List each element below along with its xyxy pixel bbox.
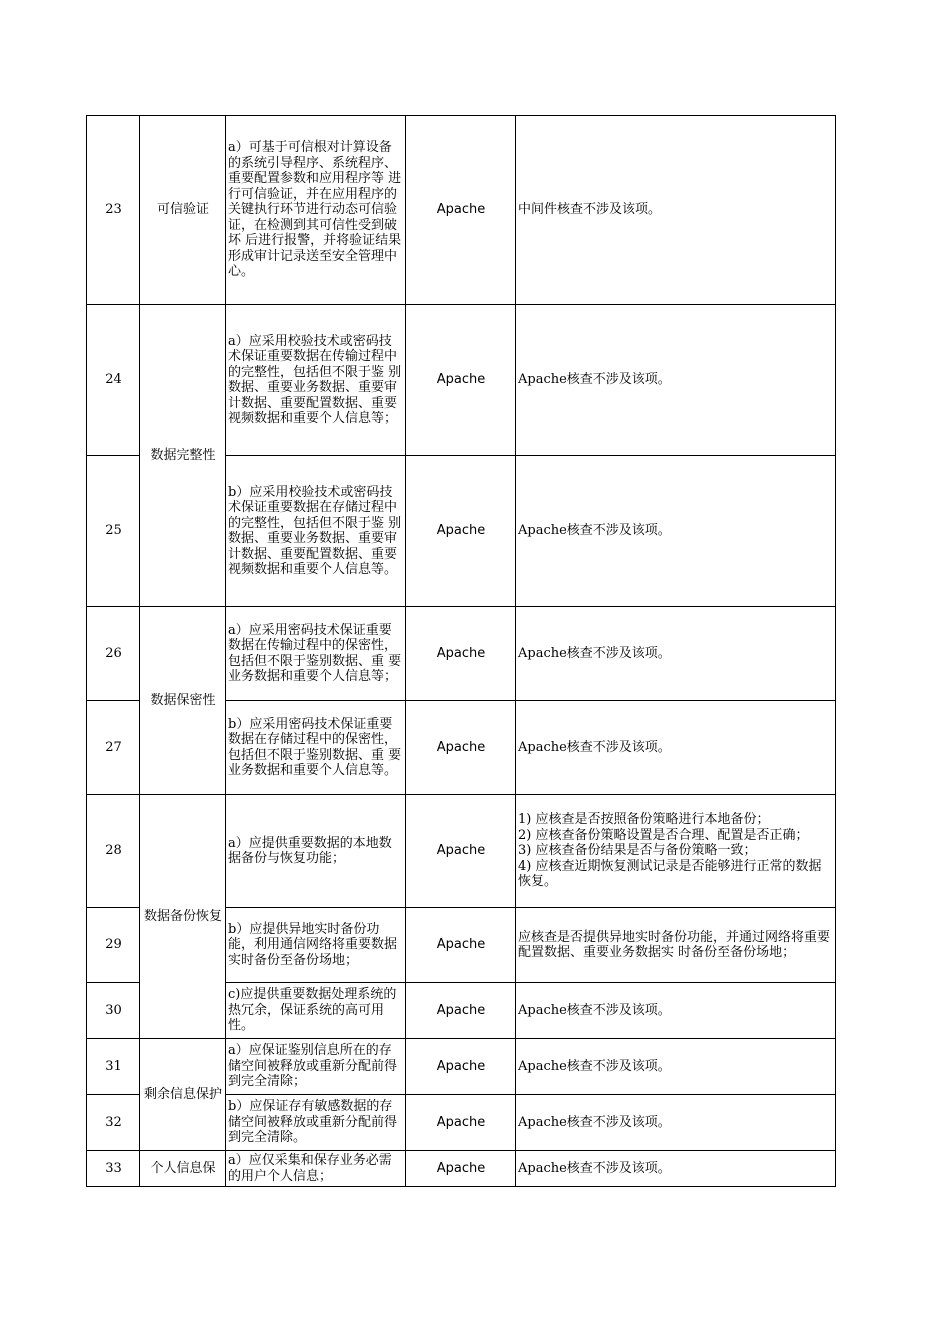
category-cell: 数据完整性 — [140, 305, 226, 607]
result-line: 2) 应核查备份策略设置是否合理、配置是否正确； — [518, 827, 809, 843]
row-number: 30 — [87, 983, 140, 1039]
result-cell: Apache核查不涉及该项。 — [516, 983, 836, 1039]
result-line: 1) 应核查是否按照备份策略进行本地备份； — [518, 812, 770, 828]
object-cell: Apache — [406, 1151, 516, 1187]
requirement-cell: a）应采用密码技术保证重要数据在传输过程中的保密性，包括但不限于鉴别数据、重 要业务数据和重要个人信息等； — [226, 607, 406, 701]
row-number: 26 — [87, 607, 140, 701]
result-line: 3) 应核查备份结果是否与备份策略一致； — [518, 843, 757, 859]
requirement-cell: b）应保证存有敏感数据的存储空间被释放或重新分配前得到完全清除。 — [226, 1095, 406, 1151]
evaluation-table — [86, 115, 836, 1187]
row-number: 27 — [87, 701, 140, 795]
row-number: 24 — [87, 305, 140, 456]
row-number: 33 — [87, 1151, 140, 1187]
object-cell: Apache — [406, 701, 516, 795]
category-cell: 数据保密性 — [140, 607, 226, 795]
result-cell: Apache核查不涉及该项。 — [516, 607, 836, 701]
row-number: 32 — [87, 1095, 140, 1151]
result-cell: Apache核查不涉及该项。 — [516, 456, 836, 607]
object-cell: Apache — [406, 456, 516, 607]
row-number: 25 — [87, 456, 140, 607]
requirement-cell: a）应保证鉴别信息所在的存储空间被释放或重新分配前得到完全清除； — [226, 1039, 406, 1095]
row-number: 29 — [87, 908, 140, 983]
result-line: 4) 应核查近期恢复测试记录是否能够进行正常的数据恢复。 — [518, 858, 822, 890]
result-cell: Apache核查不涉及该项。 — [516, 1095, 836, 1151]
object-cell: Apache — [406, 908, 516, 983]
result-cell — [516, 795, 836, 908]
object-cell: Apache — [406, 1095, 516, 1151]
table-row — [87, 116, 836, 305]
requirement-cell: c)应提供重要数据处理系统的热冗余，保证系统的高可用性。 — [226, 983, 406, 1039]
result-cell: 应核查是否提供异地实时备份功能，并通过网络将重要配置数据、重要业务数据实 时备份至备份场地； — [516, 908, 836, 983]
row-number: 28 — [87, 795, 140, 908]
object-cell: Apache — [406, 983, 516, 1039]
requirement-cell: a）应仅采集和保存业务必需的用户个人信息； — [226, 1151, 406, 1187]
table-row — [87, 1151, 836, 1187]
row-number: 23 — [87, 116, 140, 305]
row-number: 31 — [87, 1039, 140, 1095]
requirement-cell: b）应采用校验技术或密码技术保证重要数据在存储过程中的完整性，包括但不限于鉴 别数据、重要业务数据、重要审计数据、重要配置数据、重要视频数据和重要个人信息等。 — [226, 456, 406, 607]
result-cell: Apache核查不涉及该项。 — [516, 1039, 836, 1095]
object-cell: Apache — [406, 116, 516, 305]
category-cell: 数据备份恢复 — [140, 795, 226, 1039]
requirement-cell: a）应提供重要数据的本地数据备份与恢复功能； — [226, 795, 406, 908]
category-cell: 个人信息保 — [140, 1151, 226, 1187]
requirement-cell: a）可基于可信根对计算设备的系统引导程序、系统程序、重要配置参数和应用程序等 进行可信验证，并在应用程序的关键执行环节进行动态可信验证，在检测到其可信性受到破坏 后进行报警，并将验证结果形成审计记录送至安全管理中心。 — [226, 116, 406, 305]
requirement-cell: b）应采用密码技术保证重要数据在存储过程中的保密性，包括但不限于鉴别数据、重 要业务数据和重要个人信息等。 — [226, 701, 406, 795]
table-row — [87, 1039, 836, 1095]
category-cell: 可信验证 — [140, 116, 226, 305]
table-row — [87, 305, 836, 456]
requirement-cell: b）应提供异地实时备份功能，利用通信网络将重要数据实时备份至备份场地； — [226, 908, 406, 983]
object-cell: Apache — [406, 1039, 516, 1095]
result-cell: Apache核查不涉及该项。 — [516, 1151, 836, 1187]
table-row — [87, 607, 836, 701]
category-cell: 剩余信息保护 — [140, 1039, 226, 1151]
result-cell: 中间件核查不涉及该项。 — [516, 116, 836, 305]
object-cell: Apache — [406, 607, 516, 701]
table-row — [87, 795, 836, 908]
result-cell: Apache核查不涉及该项。 — [516, 701, 836, 795]
requirement-cell: a）应采用校验技术或密码技术保证重要数据在传输过程中的完整性，包括但不限于鉴 别数据、重要业务数据、重要审计数据、重要配置数据、重要视频数据和重要个人信息等； — [226, 305, 406, 456]
object-cell: Apache — [406, 305, 516, 456]
object-cell: Apache — [406, 795, 516, 908]
result-cell: Apache核查不涉及该项。 — [516, 305, 836, 456]
